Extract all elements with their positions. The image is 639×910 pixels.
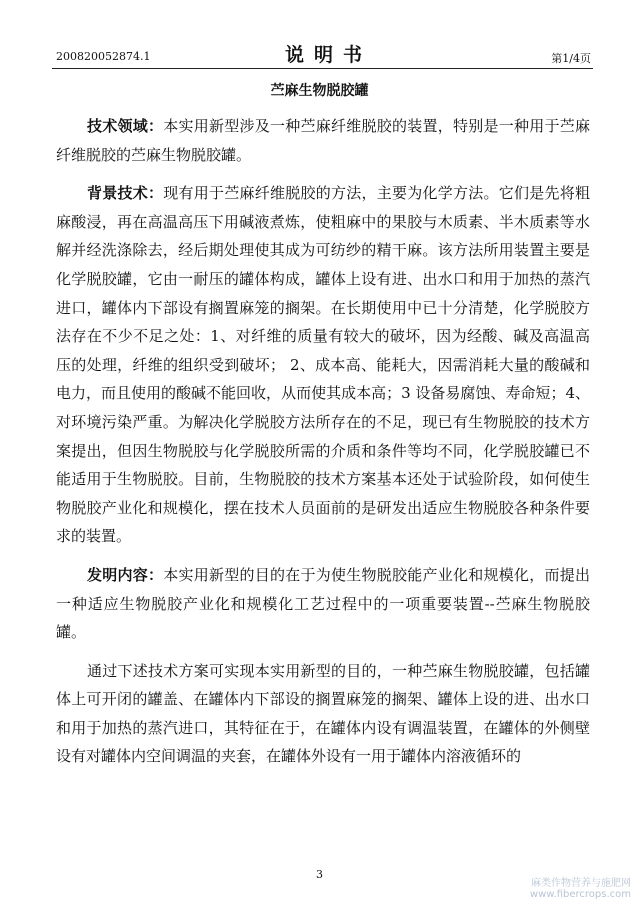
document-title: 苎麻生物脱胶罐 [270, 83, 369, 99]
page-header [56, 40, 591, 66]
header-rule [52, 68, 593, 69]
section-text: 通过下述技术方案可实现本实用新型的目的，一种苎麻生物脱胶罐，包括罐体上可开闭的罐盖、在罐体内下部设的搁置麻笼的搁架、罐体上设的进、出水口和用于加热的蒸汽进口，其特征在于，在罐体内设有调温装置，在罐体的外侧壁设有对罐体内空间调温的夹套，在罐体外设有一用于罐体内溶液循环的 [56, 661, 590, 766]
document-type-heading: 说明书 [284, 44, 372, 66]
site-watermark [530, 878, 631, 900]
page-indicator: 第1/4页 [551, 52, 591, 65]
document-body [56, 112, 590, 771]
section-text: 本实用新型的目的在于为使生物脱胶能产业化和规模化，而提出一种适应生物脱胶产业化和规模化工艺过程中的一项重要装置--苎麻生物脱胶罐。 [56, 565, 590, 642]
section-lead: 背景技术： [87, 184, 164, 203]
section-lead: 发明内容： [87, 565, 164, 584]
section-technical-field [56, 112, 590, 169]
section-lead: 技术领域： [87, 117, 164, 135]
section-background [56, 179, 590, 551]
page-number: 3 [316, 868, 323, 881]
document-id: 200820052874.1 [56, 50, 151, 63]
section-text: 现有用于苎麻纤维脱胶的方法，主要为化学方法。它们是先将粗麻酸浸，再在高温高压下用碱液煮炼，使粗麻中的果胶与木质素、半木质素等水解并经洗涤除去，经后期处理使其成为可纺纱的精干麻。该方法所用装置主要是化学脱胶罐，它由一耐压的罐体构成，罐体上设有进、出水口和用于加热的蒸汽进口，罐体内下部设有搁置麻笼的搁架。在长期使用中已十分清楚，化学脱胶方法存在不少不足之处：1、对纤维的质量有较大的破坏，因为经酸、碱及高温高压的处理，纤维的组织受到破坏； 2、成本高、能耗大，因需消耗大量的酸碱和电力，而且使用的酸碱不能回收，从而使其成本高；3 设备易腐蚀、寿命短；4、对环境污染严重。为解决化学脱胶方法所存在的不足，现已有生物脱胶的技术方案提出，但因生物脱胶与化学脱胶所需的介质和条件等均不同，化学脱胶罐已不能适用于生物脱胶。目前，生物脱胶的技术方案基本还处于试验阶段，如何使生物脱胶产业化和规模化，摆在技术人员面前的是研发出适应生物脱胶各种条件要求的装置。 [56, 184, 590, 546]
watermark-line-1: 麻类作物营养与施肥网 [531, 878, 631, 889]
section-text: 本实用新型涉及一种苎麻纤维脱胶的装置，特别是一种用于苎麻纤维脱胶的苎麻生物脱胶罐。 [56, 117, 590, 164]
section-invention-content [56, 561, 590, 647]
watermark-line-2: www.fibercrops.com [529, 889, 631, 900]
section-technical-solution [56, 657, 590, 771]
